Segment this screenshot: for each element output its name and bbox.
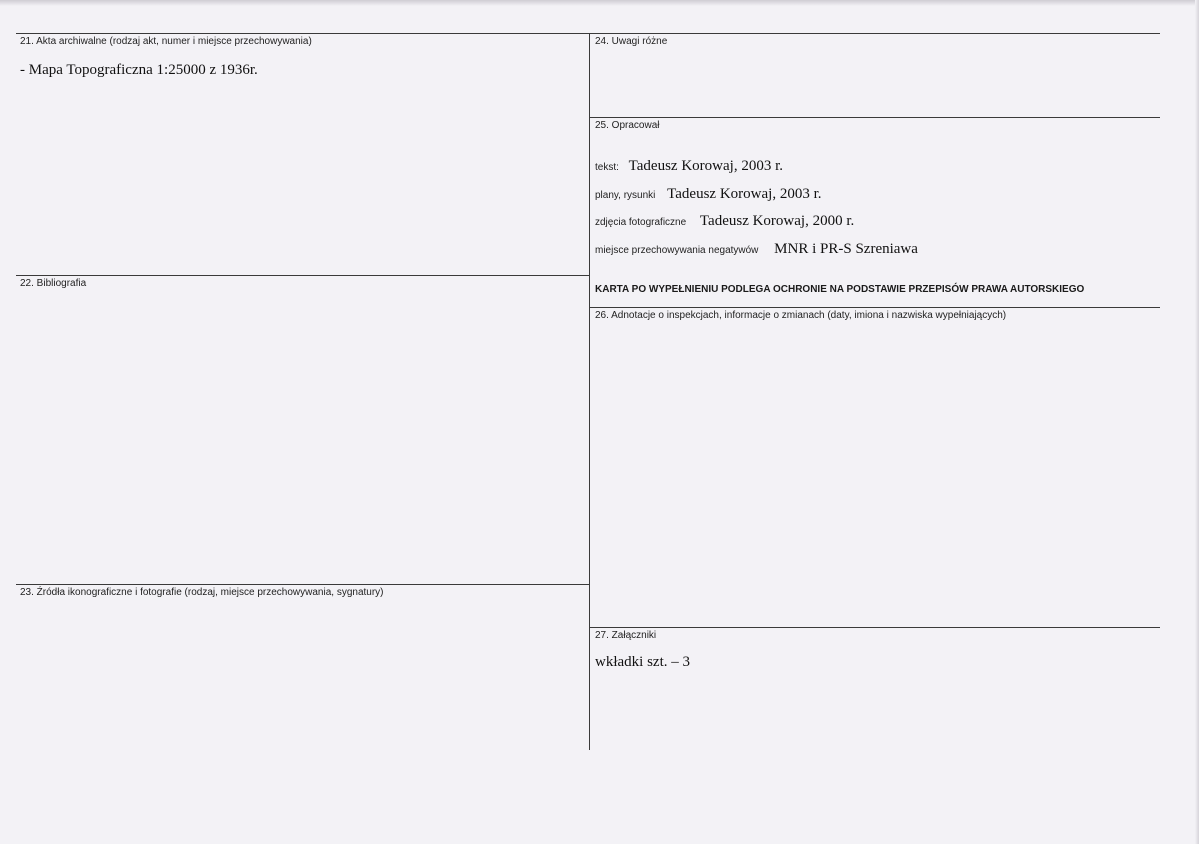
author-row-photos [595,212,854,232]
author-row-key: plany, rysunki [595,190,656,201]
rule-top [16,33,1160,34]
section-27-entry: wkładki szt. – 3 [595,654,690,670]
section-23-label: 23. Źródła ikonograficzne i fotografie (rodzaj, miejsce przechowywania, sygnatury) [20,587,384,598]
rule-21-22 [16,275,589,276]
rule-22-23 [16,584,589,585]
author-row-negatives [595,240,918,260]
column-divider [589,33,590,750]
section-21-entry: - Mapa Topograficzna 1:25000 z 1936r. [20,62,258,78]
author-row-value: Tadeusz Korowaj, 2003 r. [667,186,822,202]
section-25-label: 25. Opracował [595,120,660,131]
section-21-label: 21. Akta archiwalne (rodzaj akt, numer i miejsce przechowywania) [20,36,312,47]
card-top-edge [0,0,1199,6]
section-24-label: 24. Uwagi różne [595,36,668,47]
author-row-key: miejsce przechowywania negatywów [595,245,759,256]
section-27-label: 27. Załączniki [595,630,657,641]
rule-26-27 [589,627,1160,628]
author-row-key: zdjęcia fotograficzne [595,217,687,228]
author-row-value: MNR i PR-S Szreniawa [774,241,918,257]
section-22-label: 22. Bibliografia [20,278,87,289]
author-row-key: tekst: [595,162,619,173]
copyright-notice: KARTA PO WYPEŁNIENIU PODLEGA OCHRONIE NA PODSTAWIE PRZEPISÓW PRAWA AUTORSKIEGO [595,284,1085,295]
author-row-value: Tadeusz Korowaj, 2000 r. [699,213,855,229]
author-row-value: Tadeusz Korowaj, 2003 r. [628,158,783,174]
rule-25-26 [589,307,1160,308]
author-row-text [595,157,783,177]
section-26-label: 26. Adnotacje o inspekcjach, informacje o zmianach (daty, imiona i nazwiska wypełniających) [595,310,1007,321]
rule-24-25 [589,117,1160,118]
card-right-edge [1195,0,1199,844]
author-row-plans [595,185,822,205]
